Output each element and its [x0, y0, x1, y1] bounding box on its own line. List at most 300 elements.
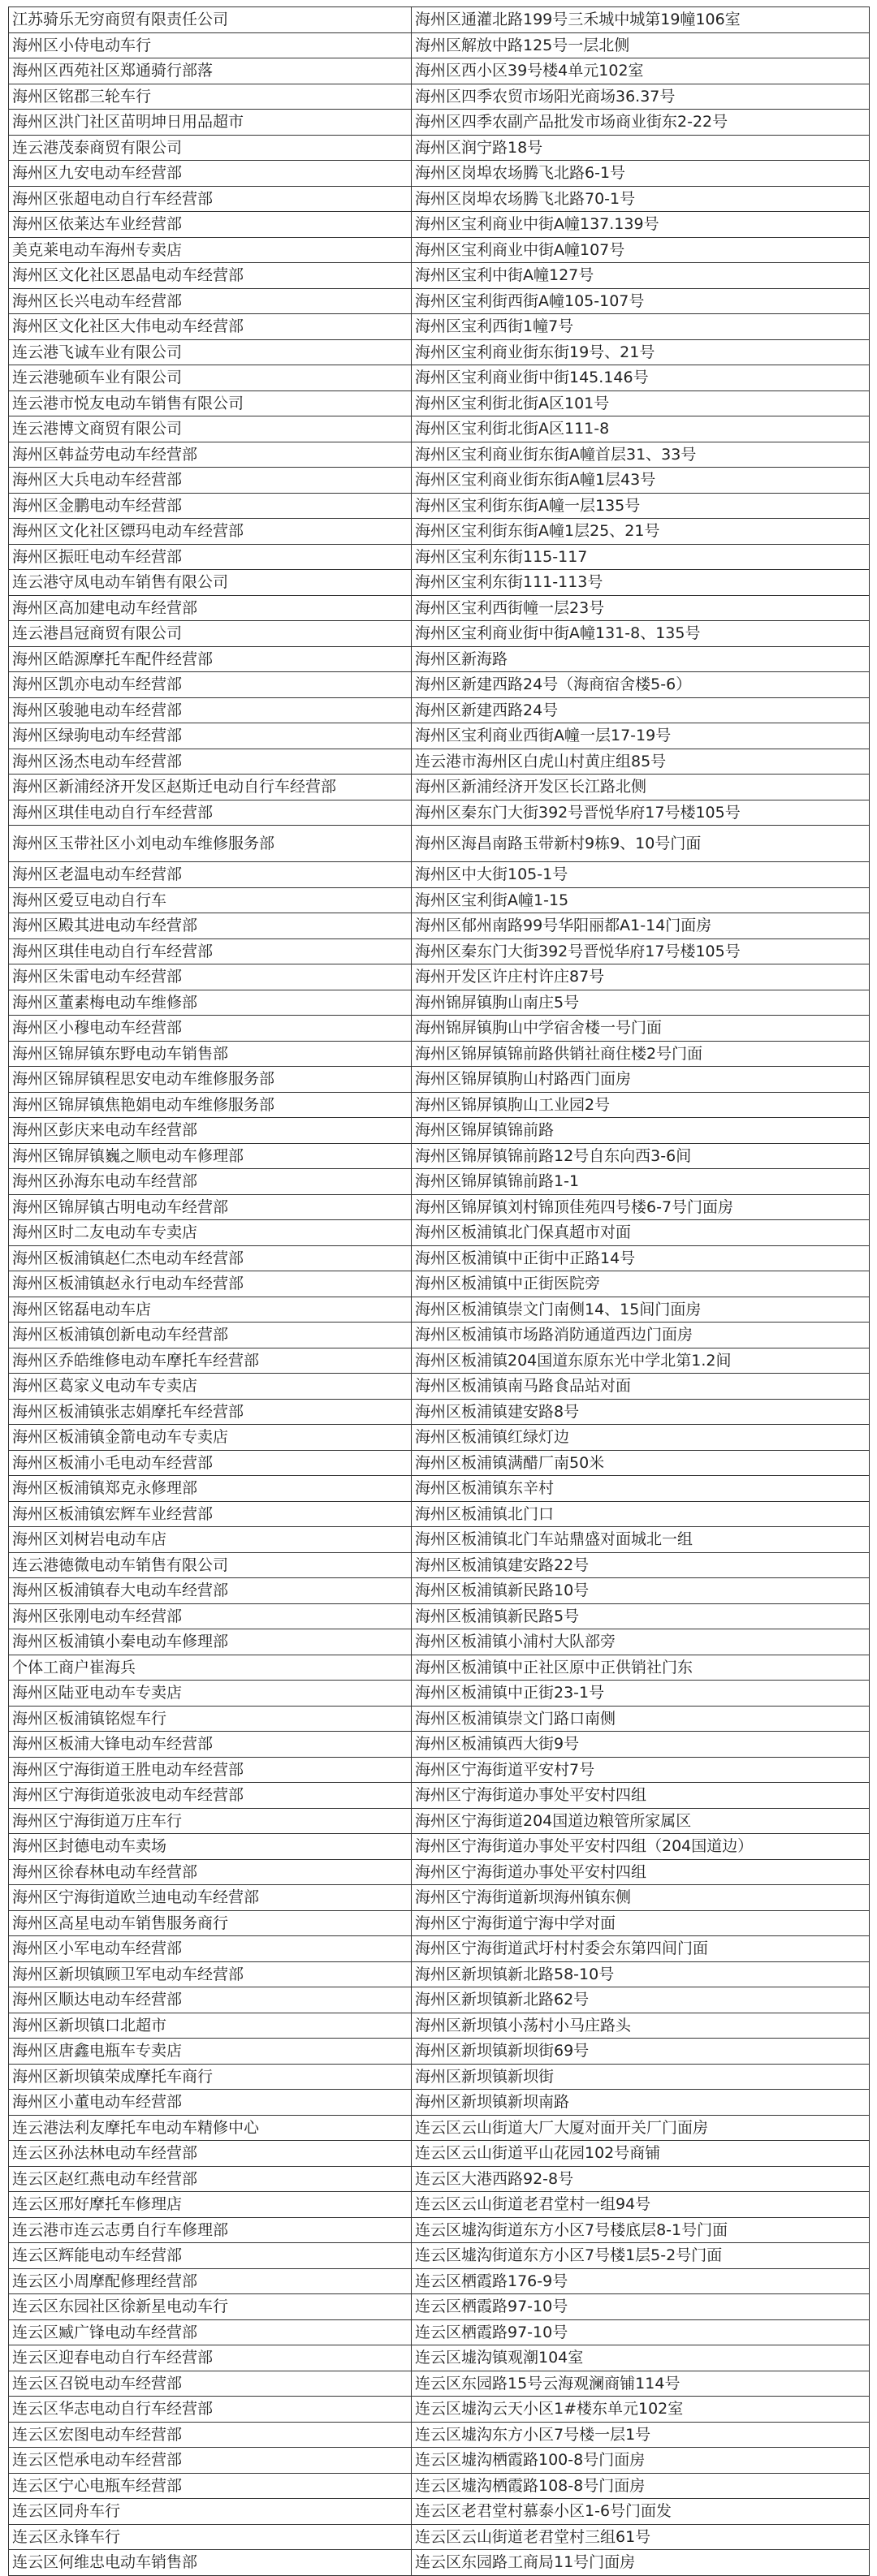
business-name-cell: 海州区铭郡三轮车行 — [9, 84, 412, 110]
address-cell: 海州区新坝镇新坝南路 — [412, 2090, 870, 2116]
address-cell: 海州区板浦镇新民路5号 — [412, 1603, 870, 1629]
address-cell: 海州锦屏镇朐山南庄5号 — [412, 990, 870, 1016]
table-row — [9, 186, 870, 212]
address-cell: 海州区宝利东街115-117 — [412, 544, 870, 570]
table-row — [9, 646, 870, 672]
business-name-cell: 海州区小侍电动车行 — [9, 32, 412, 58]
business-name-cell: 连云港法利友摩托车电动车精修中心 — [9, 2115, 412, 2141]
business-name-cell: 海州区文化社区大伟电动车经营部 — [9, 314, 412, 340]
business-name-cell: 海州区琪佳电动自行车经营部 — [9, 938, 412, 964]
address-cell: 海州区宁海街道办事处平安村四组 — [412, 1859, 870, 1885]
business-name-cell: 海州区板浦镇郑克永修理部 — [9, 1476, 412, 1502]
business-name-cell: 海州区锦屏镇巍之顺电动车修理部 — [9, 1143, 412, 1169]
table-row — [9, 2319, 870, 2345]
business-name-cell: 连云区同舟车行 — [9, 2499, 412, 2525]
business-name-cell: 海州区爱豆电动自行车 — [9, 887, 412, 913]
table-row — [9, 570, 870, 596]
table-row — [9, 800, 870, 826]
business-name-cell: 海州区顺达电动车经营部 — [9, 1987, 412, 2013]
table-row — [9, 2192, 870, 2218]
business-name-cell: 连云区辉能电动车经营部 — [9, 2243, 412, 2269]
business-name-cell: 海州区宁海街道张波电动车经营部 — [9, 1783, 412, 1809]
address-cell: 海州区宁海街道办事处平安村四组 — [412, 1783, 870, 1809]
business-name-cell: 海州区板浦镇铭煜车行 — [9, 1706, 412, 1732]
table-row — [9, 493, 870, 519]
table-row — [9, 1297, 870, 1323]
table-row — [9, 2550, 870, 2576]
address-cell: 海州区板浦镇东辛村 — [412, 1476, 870, 1502]
table-row — [9, 2166, 870, 2192]
address-cell: 海州区新海路 — [412, 646, 870, 672]
business-name-cell: 海州区高加建电动车经营部 — [9, 595, 412, 621]
address-cell: 连云区栖霞路97-10号 — [412, 2319, 870, 2345]
address-cell: 海州区润宁路18号 — [412, 135, 870, 161]
table-row — [9, 1859, 870, 1885]
business-name-cell: 海州区锦屏镇程思安电动车维修服务部 — [9, 1067, 412, 1093]
address-cell: 海州区宝利街东街A幢1层25、21号 — [412, 519, 870, 545]
business-name-cell: 海州区张超电动自行车经营部 — [9, 186, 412, 212]
table-row — [9, 2090, 870, 2116]
business-name-cell: 海州区新坝镇荣成摩托车商行 — [9, 2064, 412, 2090]
business-name-cell: 连云区恺承电动车经营部 — [9, 2448, 412, 2474]
table-row — [9, 2473, 870, 2499]
address-cell: 连云区云山街道大厂大厦对面开关厂门面房 — [412, 2115, 870, 2141]
table-row — [9, 135, 870, 161]
address-cell: 连云区云山街道老君堂村一组94号 — [412, 2192, 870, 2218]
table-row — [9, 2345, 870, 2371]
address-cell: 海州区宁海街道新坝海州镇东侧 — [412, 1885, 870, 1911]
address-cell: 连云区云山街道平山花园102号商铺 — [412, 2141, 870, 2167]
table-row — [9, 365, 870, 391]
table-row — [9, 110, 870, 136]
business-name-cell: 海州区板浦大锋电动车经营部 — [9, 1732, 412, 1758]
address-cell: 海州区新坝镇新坝街69号 — [412, 2039, 870, 2065]
business-name-cell: 连云区宁心电瓶车经营部 — [9, 2473, 412, 2499]
address-cell: 海州区中大街105-1号 — [412, 862, 870, 888]
table-row — [9, 697, 870, 723]
business-name-cell: 个体工商户崔海兵 — [9, 1655, 412, 1681]
address-cell: 海州区板浦镇红绿灯边 — [412, 1425, 870, 1451]
address-cell: 海州区板浦镇北门保真超市对面 — [412, 1220, 870, 1246]
business-name-cell: 海州区皓源摩托车配件经营部 — [9, 646, 412, 672]
business-name-cell: 海州区骏驰电动车经营部 — [9, 697, 412, 723]
business-name-cell: 海州区殿其进电动车经营部 — [9, 913, 412, 939]
business-name-cell: 连云港市连云志勇自行车修理部 — [9, 2217, 412, 2243]
table-row — [9, 1143, 870, 1169]
address-cell: 海州区西小区39号楼4单元102室 — [412, 58, 870, 84]
address-cell: 连云区云山街道老君堂村三组61号 — [412, 2524, 870, 2550]
business-name-cell: 海州区陆亚电动车专卖店 — [9, 1681, 412, 1707]
table-row — [9, 1885, 870, 1911]
business-name-cell: 连云港德微电动车销售有限公司 — [9, 1552, 412, 1578]
address-cell: 海州区板浦镇小浦村大队部旁 — [412, 1629, 870, 1655]
address-cell: 连云区墟沟镇观潮104室 — [412, 2345, 870, 2371]
table-row — [9, 2448, 870, 2474]
business-name-cell: 连云区何维忠电动车销售部 — [9, 2550, 412, 2576]
table-row — [9, 314, 870, 340]
address-cell: 海州区新坝镇新坝街 — [412, 2064, 870, 2090]
business-name-cell: 海州区彭庆来电动车经营部 — [9, 1118, 412, 1144]
address-cell: 连云区大港西路92-8号 — [412, 2166, 870, 2192]
business-name-cell: 海州区九安电动车经营部 — [9, 161, 412, 187]
address-cell: 海州区宁海街道宁海中学对面 — [412, 1910, 870, 1936]
table-row — [9, 2371, 870, 2397]
table-row — [9, 58, 870, 84]
business-name-cell: 连云区小周摩配修理经营部 — [9, 2268, 412, 2294]
business-name-cell: 连云港茂泰商贸有限公司 — [9, 135, 412, 161]
address-cell: 连云区栖霞路97-10号 — [412, 2294, 870, 2320]
business-name-cell: 海州区琪佳电动自行车经营部 — [9, 800, 412, 826]
address-cell: 连云区墟沟街道东方小区7号楼1层5-2号门面 — [412, 2243, 870, 2269]
business-name-cell: 海州区刘树岩电动车店 — [9, 1527, 412, 1553]
address-cell: 海州区宝利东街111-113号 — [412, 570, 870, 596]
table-row — [9, 1808, 870, 1834]
business-name-cell: 连云区赵红燕电动车经营部 — [9, 2166, 412, 2192]
address-cell: 海州区秦东门大街392号晋悦华府17号楼105号 — [412, 938, 870, 964]
table-row — [9, 672, 870, 698]
address-cell: 海州区锦屏镇锦前路 — [412, 1118, 870, 1144]
address-cell: 海州区新建西路24号 — [412, 697, 870, 723]
address-cell: 海州区新坝镇小荡村小马庄路头 — [412, 2013, 870, 2039]
business-name-cell: 海州区小穆电动车经营部 — [9, 1016, 412, 1042]
table-row — [9, 288, 870, 314]
table-row — [9, 1374, 870, 1400]
business-name-cell: 连云港驰硕车业有限公司 — [9, 365, 412, 391]
address-cell: 海州区宝利街A幢1-15 — [412, 887, 870, 913]
table-row — [9, 1961, 870, 1987]
table-row — [9, 468, 870, 494]
address-cell: 海州区锦屏镇锦前路12号自东向西3-6间 — [412, 1143, 870, 1169]
table-row — [9, 2039, 870, 2065]
table-row — [9, 2141, 870, 2167]
business-name-cell: 海州区锦屏镇焦艳娟电动车维修服务部 — [9, 1092, 412, 1118]
business-name-cell: 连云区召锐电动车经营部 — [9, 2371, 412, 2397]
business-name-cell: 海州区绿驹电动车经营部 — [9, 723, 412, 749]
table-row — [9, 1732, 870, 1758]
address-cell: 海州区锦屏镇锦前路供销社商住楼2号门面 — [412, 1041, 870, 1067]
address-cell: 海州区锦屏镇锦前路1-1 — [412, 1169, 870, 1195]
business-name-cell: 海州区板浦镇张志娟摩托车经营部 — [9, 1399, 412, 1425]
table-row — [9, 887, 870, 913]
business-name-cell: 海州区封德电动车卖场 — [9, 1834, 412, 1860]
address-cell: 海州区板浦镇西大街9号 — [412, 1732, 870, 1758]
table-row — [9, 212, 870, 238]
table-row — [9, 1450, 870, 1476]
address-cell: 海州区板浦镇北门口 — [412, 1501, 870, 1527]
address-cell: 海州区板浦镇中正街中正路14号 — [412, 1245, 870, 1271]
address-cell: 海州区锦屏镇刘村锦顶佳苑四号楼6-7号门面房 — [412, 1194, 870, 1220]
business-name-cell: 连云区孙法林电动车经营部 — [9, 2141, 412, 2167]
business-name-cell: 海州区时二友电动车专卖店 — [9, 1220, 412, 1246]
table-row — [9, 775, 870, 800]
address-cell: 海州区宝利商业街中街A幢131-8、135号 — [412, 621, 870, 647]
address-cell: 海州区宝利商业街东街A幢首层31、33号 — [412, 442, 870, 468]
table-row — [9, 1681, 870, 1707]
table-row — [9, 390, 870, 416]
table-row — [9, 1476, 870, 1502]
address-cell: 海州区宝利中街A幢127号 — [412, 263, 870, 289]
table-row — [9, 990, 870, 1016]
table-row — [9, 1220, 870, 1246]
address-cell: 海州区宁海街道平安村7号 — [412, 1757, 870, 1783]
address-cell: 海州区锦屏镇朐山工业园2号 — [412, 1092, 870, 1118]
business-name-cell: 海州区锦屏镇古明电动车经营部 — [9, 1194, 412, 1220]
business-name-cell: 海州区乔皓维修电动车摩托车经营部 — [9, 1348, 412, 1374]
address-cell: 海州区宝利西街幢一层23号 — [412, 595, 870, 621]
business-name-cell: 连云港飞诚车业有限公司 — [9, 339, 412, 365]
table-row — [9, 84, 870, 110]
address-cell: 海州开发区许庄村许庄87号 — [412, 964, 870, 990]
address-cell: 连云区东园路工商局11号门面房 — [412, 2550, 870, 2576]
table-row — [9, 2499, 870, 2525]
business-name-cell: 海州区唐鑫电瓶车专卖店 — [9, 2039, 412, 2065]
table-row — [9, 723, 870, 749]
address-cell: 连云区东园路15号云海观澜商铺114号 — [412, 2371, 870, 2397]
business-name-cell: 海州区宁海街道欧兰迪电动车经营部 — [9, 1885, 412, 1911]
table-row — [9, 621, 870, 647]
business-name-cell: 江苏骑乐无穷商贸有限责任公司 — [9, 7, 412, 33]
address-cell: 海州区宝利西街1幢7号 — [412, 314, 870, 340]
table-row — [9, 161, 870, 187]
address-cell: 海州区锦屏镇朐山村路西门面房 — [412, 1067, 870, 1093]
address-cell: 海州区新建西路24号（海商宿舍楼5-6） — [412, 672, 870, 698]
business-name-cell: 连云港博文商贸有限公司 — [9, 416, 412, 442]
table-row — [9, 32, 870, 58]
table-row — [9, 1834, 870, 1860]
address-cell: 海州区宝利街北街A区101号 — [412, 390, 870, 416]
address-cell: 连云港市海州区白虎山村黄庄组85号 — [412, 749, 870, 775]
address-cell: 海州区岗埠农场腾飞北路70-1号 — [412, 186, 870, 212]
table-row — [9, 2115, 870, 2141]
table-row — [9, 1527, 870, 1553]
address-cell: 海州区解放中路125号一层北侧 — [412, 32, 870, 58]
address-cell: 海州区板浦镇崇文门南侧14、15间门面房 — [412, 1297, 870, 1323]
address-cell: 海州区新浦经济开发区长江路北侧 — [412, 775, 870, 800]
address-cell: 海州区秦东门大街392号晋悦华府17号楼105号 — [412, 800, 870, 826]
business-name-cell: 海州区新浦经济开发区赵斯迁电动自行车经营部 — [9, 775, 412, 800]
table-row — [9, 938, 870, 964]
business-name-cell: 连云区永锋车行 — [9, 2524, 412, 2550]
address-cell: 连云区墟沟栖霞路108-8号门面房 — [412, 2473, 870, 2499]
business-name-cell: 连云区东园社区徐新星电动车行 — [9, 2294, 412, 2320]
table-row — [9, 595, 870, 621]
table-row — [9, 1194, 870, 1220]
address-cell: 海州区板浦镇南马路食品站对面 — [412, 1374, 870, 1400]
business-name-cell: 海州区板浦镇赵永行电动车经营部 — [9, 1271, 412, 1297]
table-row — [9, 1578, 870, 1604]
business-name-cell: 海州区老温电动车经营部 — [9, 862, 412, 888]
business-name-cell: 海州区葛家义电动车专卖店 — [9, 1374, 412, 1400]
business-name-cell: 海州区板浦镇小秦电动车修理部 — [9, 1629, 412, 1655]
business-name-cell: 美克莱电动车海州专卖店 — [9, 237, 412, 263]
table-row — [9, 749, 870, 775]
address-cell: 海州区板浦镇满醋厂南50米 — [412, 1450, 870, 1476]
table-row — [9, 2294, 870, 2320]
business-name-cell: 海州区铭磊电动车店 — [9, 1297, 412, 1323]
address-cell: 海州区板浦镇新民路10号 — [412, 1578, 870, 1604]
business-name-cell: 海州区张刚电动车经营部 — [9, 1603, 412, 1629]
business-name-cell: 海州区汤杰电动车经营部 — [9, 749, 412, 775]
business-name-cell: 连云区臧广锋电动车经营部 — [9, 2319, 412, 2345]
table-row — [9, 1016, 870, 1042]
table-row — [9, 7, 870, 33]
table-row — [9, 1118, 870, 1144]
business-name-cell: 海州区新坝镇口北超市 — [9, 2013, 412, 2039]
address-cell: 连云区墟沟街道东方小区7号楼底层8-1号门面 — [412, 2217, 870, 2243]
address-cell: 海州区板浦镇建安路8号 — [412, 1399, 870, 1425]
business-name-cell: 海州区板浦镇宏辉车业经营部 — [9, 1501, 412, 1527]
table-row — [9, 1501, 870, 1527]
business-name-cell: 海州区宁海街道王胜电动车经营部 — [9, 1757, 412, 1783]
business-name-cell: 海州区板浦镇创新电动车经营部 — [9, 1323, 412, 1348]
address-cell: 海州区宝利商业街中街145.146号 — [412, 365, 870, 391]
dealer-table-body — [9, 7, 870, 2576]
address-cell: 海州区岗埠农场腾飞北路6-1号 — [412, 161, 870, 187]
address-cell: 海州区宝利商业街东街19号、21号 — [412, 339, 870, 365]
table-row — [9, 826, 870, 862]
address-cell: 海州锦屏镇朐山中学宿舍楼一号门面 — [412, 1016, 870, 1042]
table-row — [9, 2422, 870, 2448]
table-row — [9, 2243, 870, 2269]
table-row — [9, 1323, 870, 1348]
address-cell: 连云区墟沟云天小区1#楼东单元102室 — [412, 2397, 870, 2423]
business-name-cell: 海州区振旺电动车经营部 — [9, 544, 412, 570]
business-name-cell: 海州区金鹏电动车经营部 — [9, 493, 412, 519]
business-name-cell: 海州区孙海东电动车经营部 — [9, 1169, 412, 1195]
business-name-cell: 海州区朱雷电动车经营部 — [9, 964, 412, 990]
business-name-cell: 海州区高星电动车销售服务商行 — [9, 1910, 412, 1936]
address-cell: 海州区新坝镇新北路62号 — [412, 1987, 870, 2013]
table-row — [9, 1245, 870, 1271]
table-row — [9, 2013, 870, 2039]
business-name-cell: 海州区宁海街道万庄车行 — [9, 1808, 412, 1834]
address-cell: 海州区宝利商业西街A幢一层17-19号 — [412, 723, 870, 749]
table-row — [9, 416, 870, 442]
address-cell: 海州区宝利商业中街A幢107号 — [412, 237, 870, 263]
table-row — [9, 1067, 870, 1093]
address-cell: 海州区海昌南路玉带新村9栋9、10号门面 — [412, 826, 870, 862]
table-row — [9, 1348, 870, 1374]
address-cell: 海州区宝利街西街A幢105-107号 — [412, 288, 870, 314]
table-row — [9, 1399, 870, 1425]
address-cell: 连云区老君堂村慕泰小区1-6号门面发 — [412, 2499, 870, 2525]
table-row — [9, 544, 870, 570]
business-name-cell: 连云区宏图电动车经营部 — [9, 2422, 412, 2448]
address-cell: 海州区宁海街道办事处平安村四组（204国道边） — [412, 1834, 870, 1860]
address-cell: 海州区宝利商业中街A幢137.139号 — [412, 212, 870, 238]
business-name-cell: 海州区文化社区恩晶电动车经营部 — [9, 263, 412, 289]
table-row — [9, 339, 870, 365]
table-row — [9, 2217, 870, 2243]
business-name-cell: 海州区板浦镇春大电动车经营部 — [9, 1578, 412, 1604]
address-cell: 海州区四季农副产品批发市场商业街东2-22号 — [412, 110, 870, 136]
address-cell: 海州区宁海街道204国道边粮管所家属区 — [412, 1808, 870, 1834]
table-row — [9, 1936, 870, 1962]
business-name-cell: 海州区新坝镇顾卫军电动车经营部 — [9, 1961, 412, 1987]
table-row — [9, 1552, 870, 1578]
table-row — [9, 237, 870, 263]
business-name-cell: 海州区小军电动车经营部 — [9, 1936, 412, 1962]
business-name-cell: 连云区迎春电动自行车经营部 — [9, 2345, 412, 2371]
table-row — [9, 2524, 870, 2550]
business-name-cell: 海州区板浦镇金箭电动车专卖店 — [9, 1425, 412, 1451]
address-cell: 海州区板浦镇204国道东原东光中学北第1.2间 — [412, 1348, 870, 1374]
business-name-cell: 海州区依莱达车业经营部 — [9, 212, 412, 238]
business-name-cell: 连云港昌冠商贸有限公司 — [9, 621, 412, 647]
address-cell: 连云区栖霞路176-9号 — [412, 2268, 870, 2294]
table-row — [9, 1271, 870, 1297]
business-name-cell: 海州区板浦镇赵仁杰电动车经营部 — [9, 1245, 412, 1271]
table-row — [9, 1783, 870, 1809]
address-cell: 海州区板浦镇市场路消防通道西边门面房 — [412, 1323, 870, 1348]
table-row — [9, 1169, 870, 1195]
business-name-cell: 海州区洪门社区苗明坤日用品超市 — [9, 110, 412, 136]
address-cell: 海州区宝利商业街东街A幢1层43号 — [412, 468, 870, 494]
address-cell: 连云区墟沟栖霞路100-8号门面房 — [412, 2448, 870, 2474]
table-row — [9, 1425, 870, 1451]
table-row — [9, 263, 870, 289]
table-row — [9, 1655, 870, 1681]
address-cell: 海州区板浦镇崇文门路口南侧 — [412, 1706, 870, 1732]
business-name-cell: 海州区长兴电动车经营部 — [9, 288, 412, 314]
dealer-table — [8, 6, 870, 2576]
address-cell: 海州区宁海街道武圩村村委会东第四间门面 — [412, 1936, 870, 1962]
address-cell: 海州区板浦镇中正街医院旁 — [412, 1271, 870, 1297]
address-cell: 海州区板浦镇中正街23-1号 — [412, 1681, 870, 1707]
business-name-cell: 连云区华志电动自行车经营部 — [9, 2397, 412, 2423]
address-cell: 海州区板浦镇中正社区原中正供销社门东 — [412, 1655, 870, 1681]
table-row — [9, 1706, 870, 1732]
table-row — [9, 519, 870, 545]
table-row — [9, 1603, 870, 1629]
business-name-cell: 海州区董素梅电动车维修部 — [9, 990, 412, 1016]
address-cell: 海州区四季农贸市场阳光商场36.37号 — [412, 84, 870, 110]
table-row — [9, 2064, 870, 2090]
business-name-cell: 海州区小董电动车经营部 — [9, 2090, 412, 2116]
address-cell: 海州区新坝镇新北路58-10号 — [412, 1961, 870, 1987]
table-row — [9, 913, 870, 939]
business-name-cell: 连云区邢好摩托车修理店 — [9, 2192, 412, 2218]
table-row — [9, 1910, 870, 1936]
table-row — [9, 964, 870, 990]
business-name-cell: 海州区板浦小毛电动车经营部 — [9, 1450, 412, 1476]
business-name-cell: 海州区玉带社区小刘电动车维修服务部 — [9, 826, 412, 862]
business-name-cell: 连云港守凤电动车销售有限公司 — [9, 570, 412, 596]
address-cell: 海州区宝利街北街A区111-8 — [412, 416, 870, 442]
table-row — [9, 442, 870, 468]
business-name-cell: 海州区韩益劳电动车经营部 — [9, 442, 412, 468]
business-name-cell: 连云港市悦友电动车销售有限公司 — [9, 390, 412, 416]
address-cell: 海州区板浦镇北门车站鼎盛对面城北一组 — [412, 1527, 870, 1553]
business-name-cell: 海州区徐春林电动车经营部 — [9, 1859, 412, 1885]
address-cell: 海州区郁州南路99号华阳丽都A1-14门面房 — [412, 913, 870, 939]
business-name-cell: 海州区大兵电动车经营部 — [9, 468, 412, 494]
table-row — [9, 1041, 870, 1067]
address-cell: 海州区宝利街东街A幢一层135号 — [412, 493, 870, 519]
table-row — [9, 1629, 870, 1655]
table-row — [9, 862, 870, 888]
address-cell: 海州区板浦镇建安路22号 — [412, 1552, 870, 1578]
table-row — [9, 1987, 870, 2013]
table-row — [9, 2397, 870, 2423]
table-row — [9, 1757, 870, 1783]
address-cell: 海州区通灌北路199号三禾城中城第19幢106室 — [412, 7, 870, 33]
business-name-cell: 海州区锦屏镇东野电动车销售部 — [9, 1041, 412, 1067]
table-row — [9, 1092, 870, 1118]
business-name-cell: 海州区西苑社区郑通骑行部落 — [9, 58, 412, 84]
business-name-cell: 海州区凯亦电动车经营部 — [9, 672, 412, 698]
address-cell: 连云区墟沟东方小区7号楼一层1号 — [412, 2422, 870, 2448]
